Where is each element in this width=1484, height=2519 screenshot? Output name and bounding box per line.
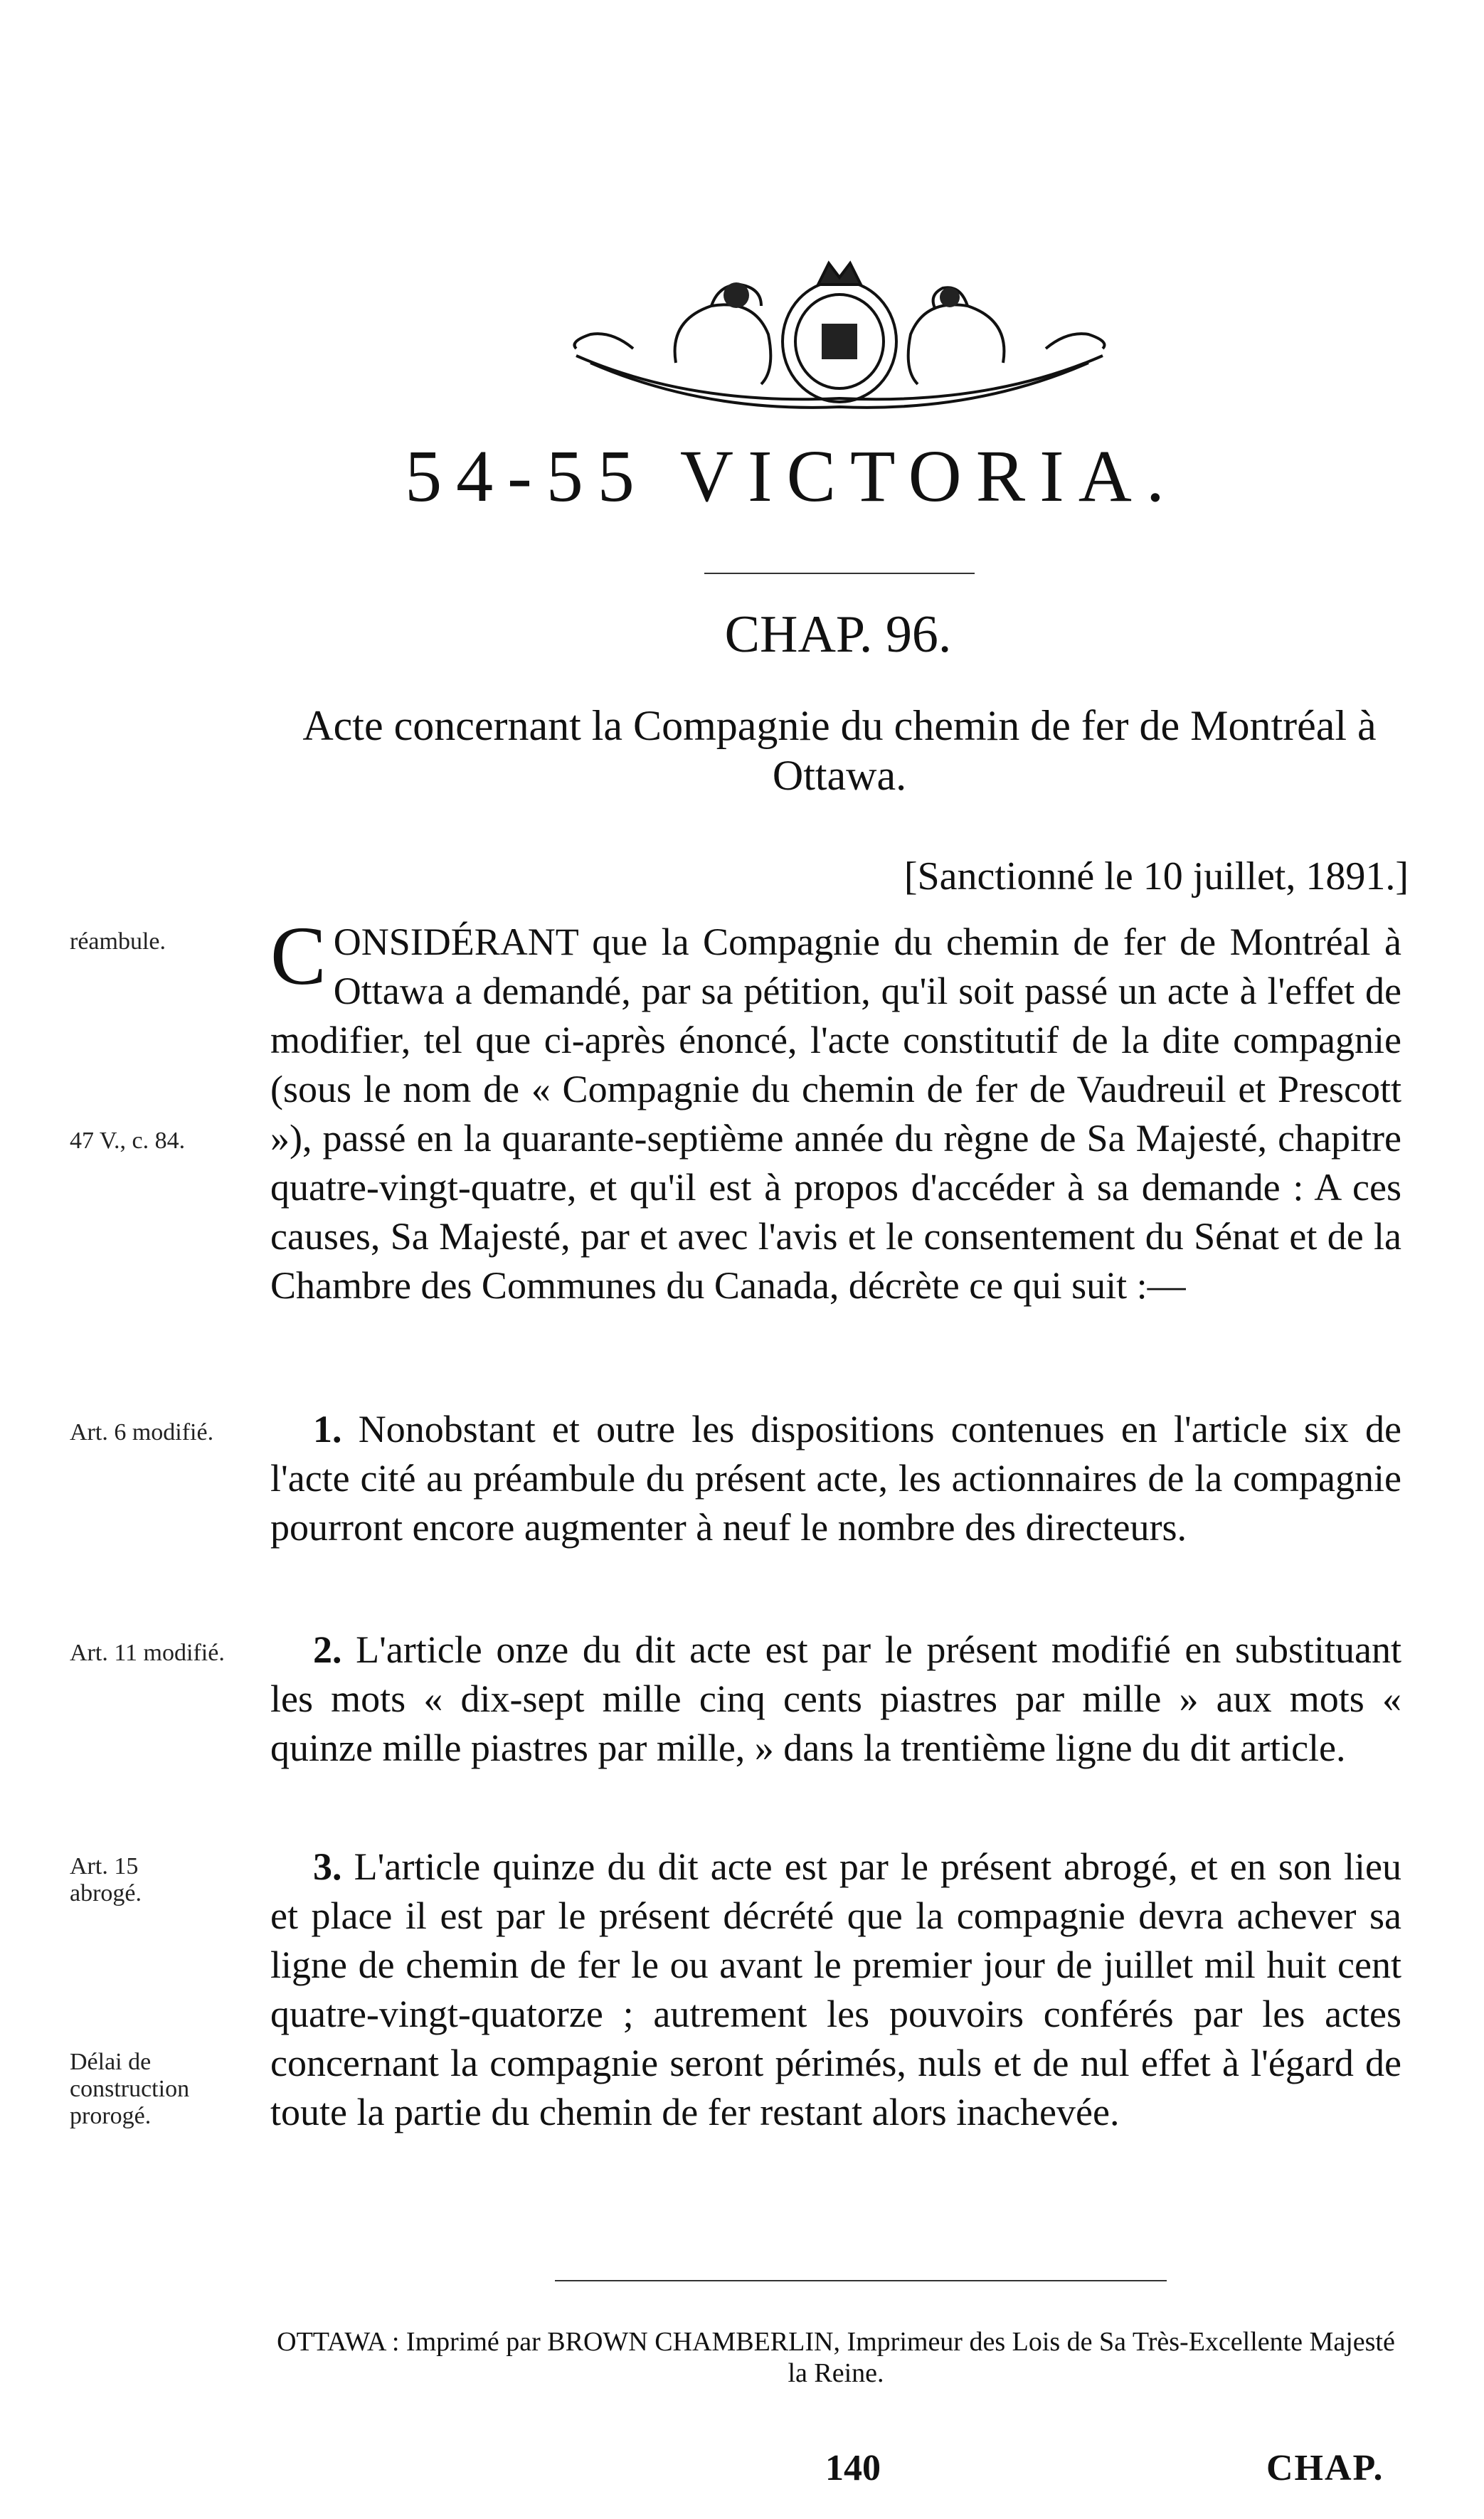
section-1 <box>270 1405 1401 1552</box>
drop-cap: C <box>270 909 327 1002</box>
page-number: 140 <box>825 2448 881 2488</box>
margin-note-preamble: réambule. <box>70 928 166 955</box>
preamble-paragraph <box>270 909 1401 1310</box>
section-number: 2. <box>313 1628 342 1671</box>
section-text: L'article quinze du dit acte est par le présent abrogé, et en son lieu et place il est par le présent décrété que la compagnie devra achever sa ligne de chemin de fer le ou avant le premier jour de juillet mil huit cent quatre-vingt-quatorze ; autrement les pouvoirs conférés par les actes concernant la compagnie seront périmés, nuls et de nul effet à l'égard de toute la partie du chemin de fer restant alors inachevée. <box>270 1845 1401 2133</box>
catchword: CHAP. <box>1266 2448 1384 2488</box>
section-2 <box>270 1626 1401 1773</box>
printer-imprint: OTTAWA : Imprimé par BROWN CHAMBERLIN, Imprimeur des Lois de Sa Très-Excellente Majesté la Reine. <box>277 2327 1395 2388</box>
section-text: L'article onze du dit acte est par le présent modifié en substituant les mots « dix-sept mille cinq cents piastres par mille » aux mots « quinze mille piastres par mille, » dans la trentième ligne du dit article. <box>270 1628 1402 1769</box>
margin-note-statute-ref: 47 V., c. 84. <box>70 1128 186 1154</box>
margin-note-art6: Art. 6 modifié. <box>70 1419 214 1446</box>
royal-coat-of-arms-icon <box>548 256 1131 413</box>
sanction-date: [Sanctionné le 10 juillet, 1891.] <box>903 854 1409 898</box>
divider <box>704 573 975 574</box>
volume-title: 54-55 VICTORIA. <box>405 435 1179 517</box>
margin-note-art11: Art. 11 modifié. <box>70 1640 225 1666</box>
preamble-text: ONSIDÉRANT que la Compagnie du chemin de fer de Montréal à Ottawa a demandé, par sa pétition, qu'il soit passé un acte à l'effet de modifier, tel que ci-après énoncé, l'acte constitutif de la dite compagnie (sous le nom de « Compagnie du chemin de fer de Vaudreuil et Prescott »), passé en la quarante-septième année du règne de Sa Majesté, chapitre quatre-vingt-quatre, et qu'il est à propos d'accéder à sa demande : A ces causes, Sa Majesté, par et avec l'avis et le consentement du Sénat et de la Chambre des Communes du Canada, décrète ce qui suit :— <box>270 921 1401 1307</box>
margin-note-art15: Art. 15 abrogé. <box>70 1853 142 1907</box>
divider <box>555 2280 1167 2281</box>
section-3 <box>270 1842 1401 2137</box>
chapter-number: CHAP. 96. <box>724 605 952 664</box>
section-text: Nonobstant et outre les dispositions contenues en l'article six de l'acte cité au préambule du présent acte, les actionnaires de la compagnie pourront encore augmenter à neuf le nombre des directeurs. <box>270 1408 1402 1549</box>
act-title: Acte concernant la Compagnie du chemin de fer de Montréal à Ottawa. <box>302 702 1377 799</box>
section-number: 1. <box>313 1408 342 1451</box>
margin-note-delay: Délai de construction prorogé. <box>70 2049 190 2129</box>
section-number: 3. <box>313 1845 342 1888</box>
